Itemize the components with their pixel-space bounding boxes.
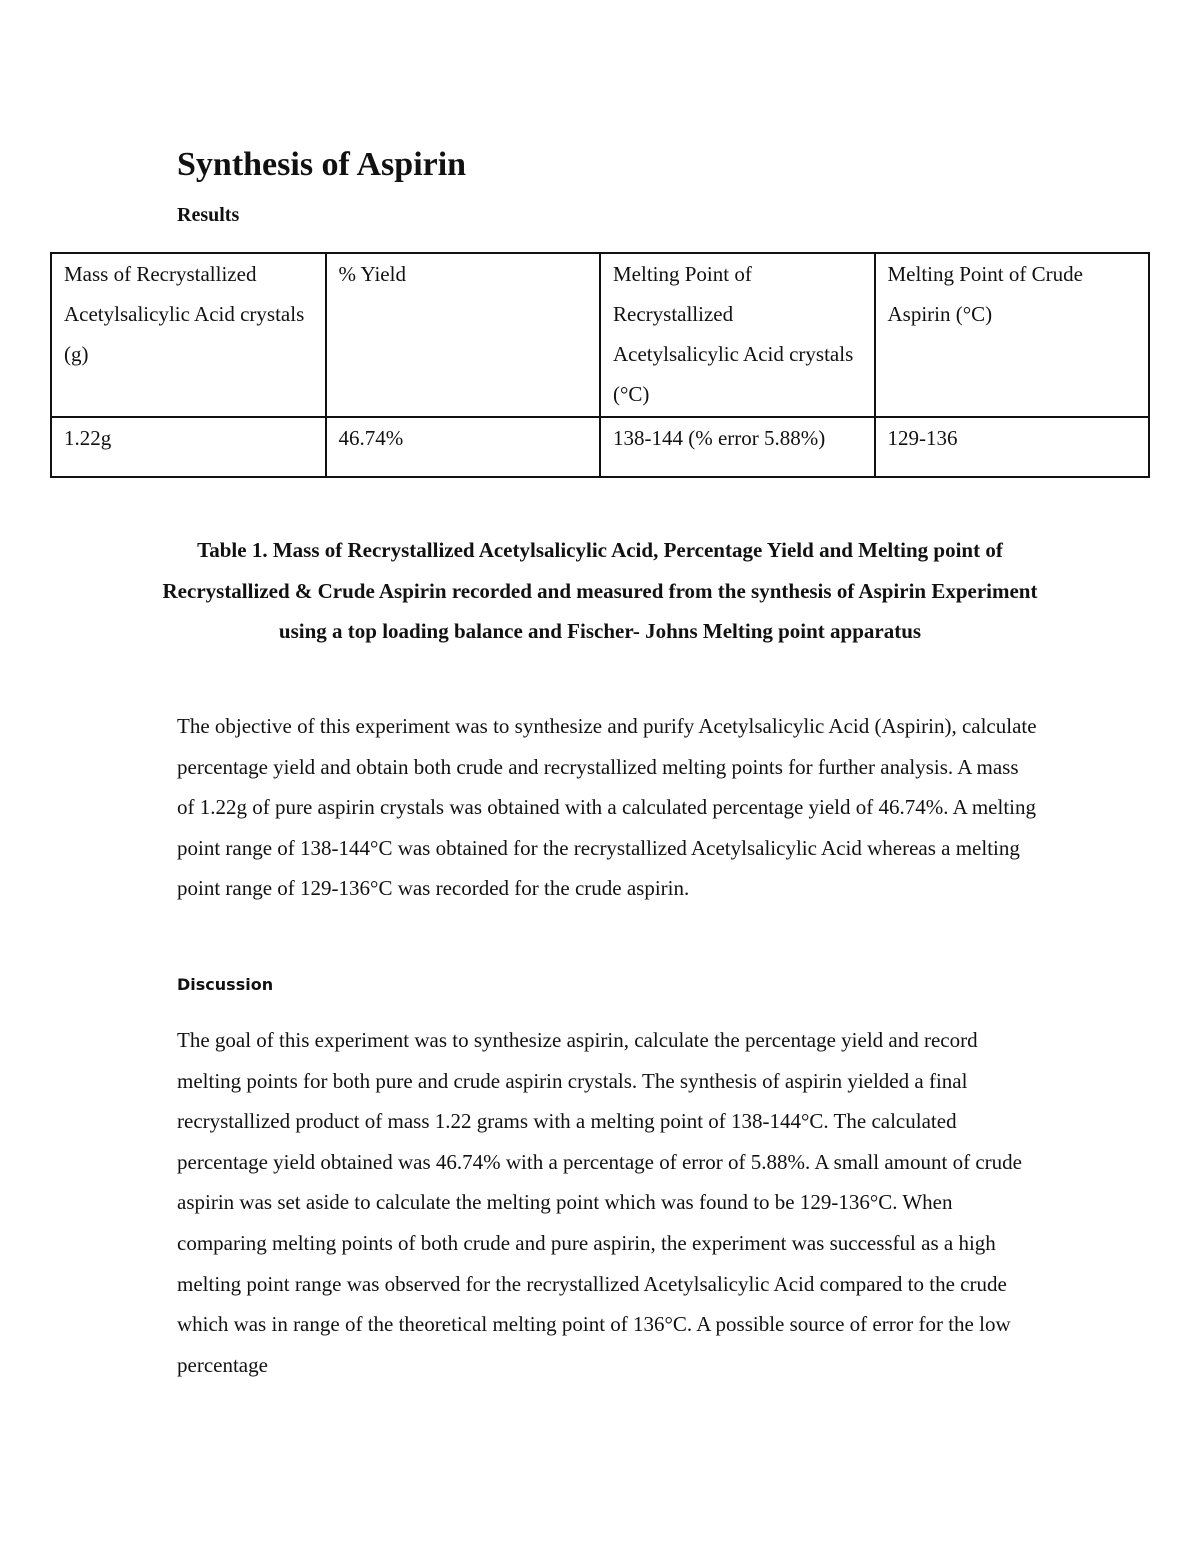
table-caption: Table 1. Mass of Recrystallized Acetylsalicylic Acid, Percentage Yield and Melting point of Recrystallized & Crude Aspirin recorded and measured from the synthesis of Aspirin Experiment using a top loading balance and Fischer- Johns Melting point apparatus: [162, 538, 1038, 643]
header-cell-mass: Mass of Recrystallized Acetylsalicylic Acid crystals (g): [51, 253, 326, 417]
results-heading: Results: [177, 204, 240, 226]
header-cell-yield: % Yield: [326, 253, 601, 417]
table-row: [51, 417, 1149, 477]
cell-yield: 46.74%: [326, 417, 601, 477]
results-table: [50, 252, 1150, 478]
header-cell-crude-mp: Melting Point of Crude Aspirin (°C): [875, 253, 1150, 417]
table-header-row: [51, 253, 1149, 417]
discussion-paragraph: The goal of this experiment was to synthesize aspirin, calculate the percentage yield and record melting points for both pure and crude aspirin crystals. The synthesis of aspirin yielded a final recrystallized product of mass 1.22 grams with a melting point of 138-144°C. The calculated percentage yield obtained was 46.74% with a percentage of error of 5.88%. A small amount of crude aspirin was set aside to calculate the melting point which was found to be 129-136°C. When comparing melting points of both crude and pure aspirin, the experiment was successful as a high melting point range was observed for the recrystallized Acetylsalicylic Acid compared to the crude which was in range of the theoretical melting point of 136°C. A possible source of error for the low percentage: [177, 1028, 1022, 1377]
discussion-heading: Discussion: [177, 975, 274, 994]
header-cell-recrystallized-mp: Melting Point of Recrystallized Acetylsalicylic Acid crystals (°C): [600, 253, 875, 417]
objective-paragraph: The objective of this experiment was to synthesize and purify Acetylsalicylic Acid (Aspirin), calculate percentage yield and obtain both crude and recrystallized melting points for further analysis. A mass of 1.22g of pure aspirin crystals was obtained with a calculated percentage yield of 46.74%. A melting point range of 138-144°C was obtained for the recrystallized Acetylsalicylic Acid whereas a melting point range of 129-136°C was recorded for the crude aspirin.: [177, 714, 1037, 901]
cell-mass: 1.22g: [51, 417, 326, 477]
cell-recrystallized-mp: 138-144 (% error 5.88%): [600, 417, 875, 477]
cell-crude-mp: 129-136: [875, 417, 1150, 477]
document-title: Synthesis of Aspirin: [177, 146, 467, 183]
